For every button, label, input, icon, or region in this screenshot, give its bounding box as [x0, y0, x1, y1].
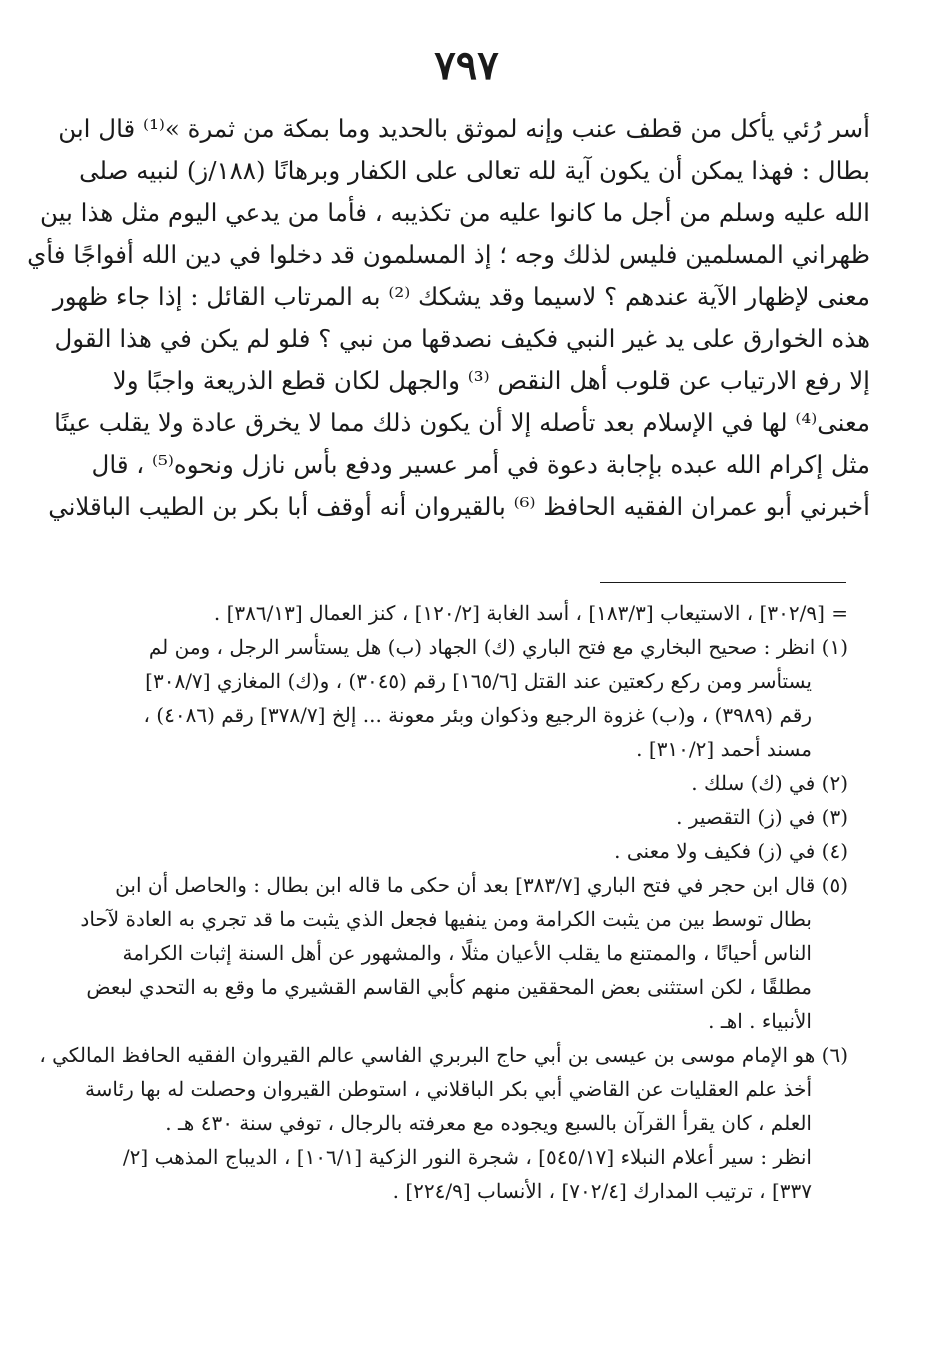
text-line: معنى لإظهار الآية عندهم ؟ لاسيما وقد يشكك ⁽²⁾ به المرتاب القائل : إذا جاء ظهور: [52, 282, 870, 311]
footnote-line: العلم ، كان يقرأ القرآن بالسبع ويجوده مع معرفته بالرجال ، توفي سنة ٤٣٠ هـ .: [165, 1111, 812, 1135]
footnote-line: (١) انظر : صحيح البخاري مع فتح الباري (ك) الجهاد (ب) هل يستأسر الرجل ، ومن لم: [148, 635, 848, 659]
footnote-line: ٣٣٧] ، ترتيب المدارك [٧٠٢/٤] ، الأنساب [٢٢٤/٩] .: [392, 1179, 812, 1203]
footnote-line: الناس أحيانًا ، والممتنع ما يقلب الأعيان مثلًا ، والمشهور عن أهل السنة إثبات الكرامة: [122, 941, 812, 965]
main-text: [27, 108, 870, 528]
footnote-line: انظر : سير أعلام النبلاء [٥٤٥/١٧] ، شجرة النور الزكية [١٠٦/١] ، الديباج المذهب [٢/: [122, 1145, 812, 1169]
footnote-line: (٥) قال ابن حجر في فتح الباري [٣٨٣/٧] بعد أن حكى ما قاله ابن بطال : والحاصل أن ابن: [115, 873, 848, 897]
footnote-line: (٦) هو الإمام موسى بن عيسى بن أبي حاج البربري الفاسي عالم القيروان الفقيه الحافظ المالكي ،: [39, 1043, 848, 1067]
footnote-line: رقم (٣٩٨٩) ، و(ب) غزوة الرجيع وذكوان وبئر معونة ... إلخ [٣٧٨/٧] رقم (٤٠٨٦) ،: [143, 703, 812, 727]
text-line: مثل إكرام الله عبده بإجابة دعوة في أمر عسير ودفع بأس نازل ونحوه⁽⁵⁾ ، قال: [91, 450, 870, 479]
text-line: الله عليه وسلم من أجل ما كانوا عليه من تكذيبه ، فأما من يدعي اليوم مثل هذا بين: [40, 198, 870, 227]
text-line: ظهراني المسلمين فليس لذلك وجه ؛ إذ المسلمون قد دخلوا في دين الله أفواجًا فأي: [27, 240, 870, 269]
footnote-line: أخذ علم العقليات عن القاضي أبي بكر الباقلاني ، استوطن القيروان وحصلت له بها رئاسة: [84, 1077, 812, 1101]
page-number: ٧٩٧: [434, 42, 499, 89]
text-line: بطال : فهذا يمكن أن يكون آية لله تعالى على الكفار وبرهانًا (١٨٨/ز) لنبيه صلى: [79, 156, 870, 185]
footnote-line: مطلقًا ، لكن استثنى بعض المحققين منهم كأبي القاسم القشيري ما وقع به التحدي لبعض: [86, 975, 812, 999]
text-line: معنى⁽⁴⁾ لها في الإسلام بعد تأصله إلا أن يكون ذلك مما لا يخرق عادة ولا يقلب عينًا: [54, 408, 870, 437]
footnotes: [39, 596, 848, 1208]
text-line: هذه الخوارق على يد غير النبي فكيف نصدقها من نبي ؟ فلو لم يكن في هذا القول: [54, 324, 870, 353]
footnote-line: الأنبياء . اهـ .: [708, 1009, 812, 1033]
text-line: أسر رُئي يأكل من قطف عنب وإنه لموثق بالحديد وما بمكة من ثمرة »⁽¹⁾ قال ابن: [58, 114, 870, 143]
footnote-line: بطال توسط بين من يثبت الكرامة ومن ينفيها فجعل الذي يثبت ما قد تجري به العادة لآحاد: [80, 907, 812, 931]
text-line: أخبرني أبو عمران الفقيه الحافظ ⁽⁶⁾ بالقيروان أنه أوقف أبا بكر بن الطيب الباقلاني: [48, 492, 870, 521]
footnote-separator: [600, 582, 846, 583]
footnote-line: (٢) في (ك) سلك .: [691, 771, 848, 795]
footnote-line: (٤) في (ز) فكيف ولا معنى .: [614, 839, 848, 863]
footnote-line: = [٣٠٢/٩] ، الاستيعاب [١٨٣/٣] ، أسد الغابة [١٢٠/٢] ، كنز العمال [٣٨٦/١٣] .: [213, 601, 848, 625]
footnote-line: يستأسر ومن ركع ركعتين عند القتل [١٦٥/٦] رقم (٣٠٤٥) ، و(ك) المغازي [٣٠٨/٧]: [145, 669, 812, 693]
footnote-line: مسند أحمد [٣١٠/٢] .: [636, 737, 812, 761]
footnote-line: (٣) في (ز) التقصير .: [676, 805, 848, 829]
text-line: إلا رفع الارتياب عن قلوب أهل النقص ⁽³⁾ والجهل لكان قطع الذريعة واجبًا ولا: [112, 366, 870, 395]
